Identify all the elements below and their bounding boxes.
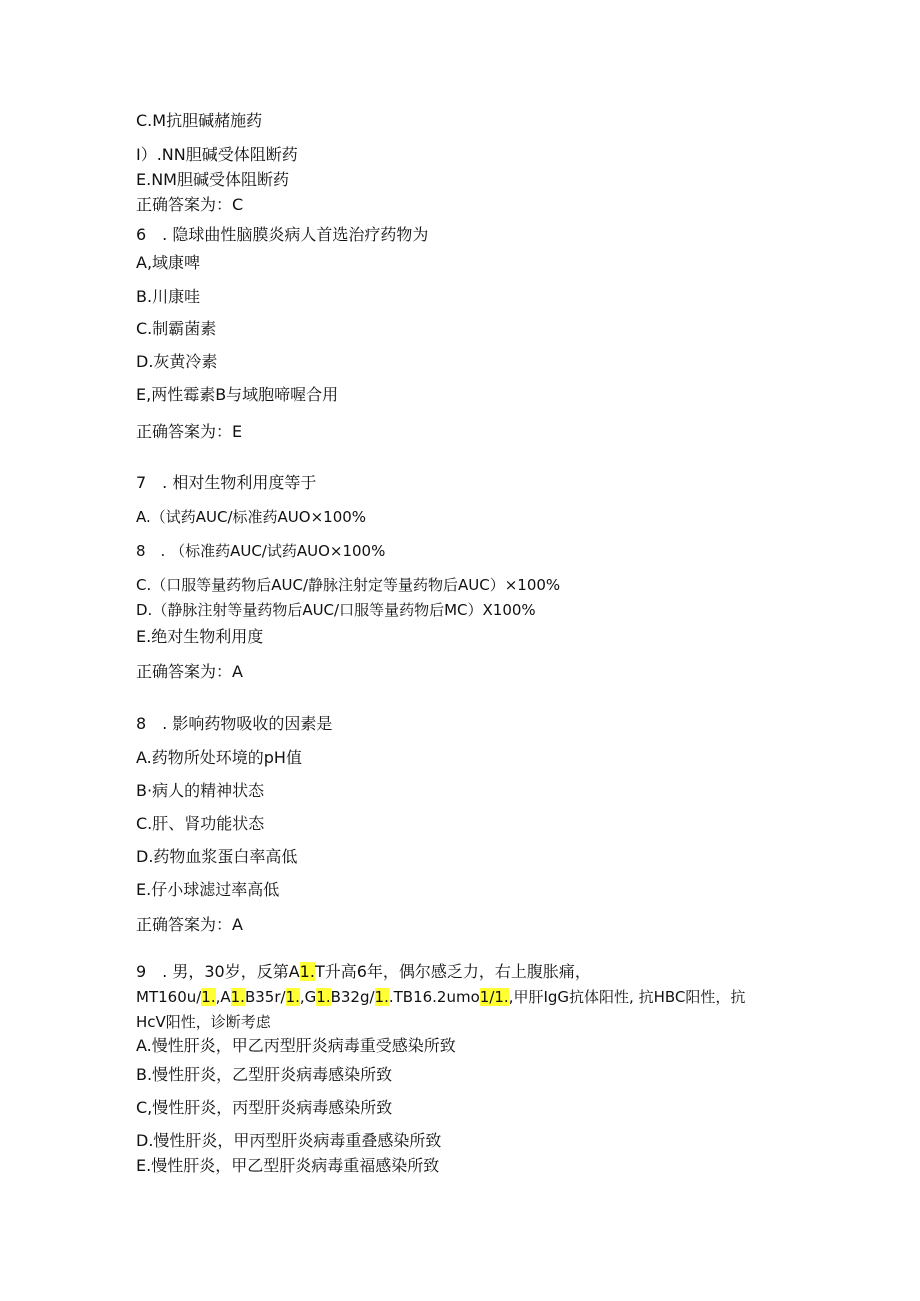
q9-stem-text: ,A — [215, 988, 231, 1006]
highlight-mark: 1. — [230, 988, 245, 1006]
q9-option-d: D.慢性肝炎，甲丙型肝炎病毒重叠感染所致 — [136, 1131, 442, 1150]
q9-stem-text: B32g/ — [330, 988, 375, 1006]
q7-answer: 正确答案为：A — [136, 662, 243, 681]
q7-option-b: 8 . （标准药AUC/试药AUO×100% — [136, 542, 386, 560]
q9-stem-text: ,甲肝IgG抗体阳性, 抗HBC阳性，抗 — [508, 988, 746, 1006]
q5-option-c: C.M抗胆碱赭施药 — [136, 111, 263, 130]
q5-option-e: E.NM胆碱受体阻断药 — [136, 170, 289, 189]
q5-answer: 正确答案为：C — [136, 195, 244, 214]
highlight-mark: 1. — [316, 988, 331, 1006]
q9-option-e: E.慢性肝炎，甲乙型肝炎病毒重福感染所致 — [136, 1156, 440, 1175]
q9-option-b: B.慢性肝炎，乙型肝炎病毒感染所致 — [136, 1065, 393, 1084]
q7-option-d: D.（静脉注射等量药物后AUC/口服等量药物后MC）X100% — [136, 601, 536, 619]
highlight-mark: 1. — [201, 988, 216, 1006]
q9-stem-line2 — [136, 987, 745, 1007]
q8-option-c: C.肝、肾功能状态 — [136, 814, 265, 833]
q6-option-b: B.川康哇 — [136, 287, 201, 306]
q7-stem: 7 . 相对生物利用度等于 — [136, 473, 317, 492]
q6-option-e: E,两性霉素B与域胞啼喔合用 — [136, 385, 339, 404]
q8-option-d: D.药物血浆蛋白率高低 — [136, 847, 298, 866]
q9-stem-text: ,G — [299, 988, 317, 1006]
q6-option-a: A,域康啤 — [136, 253, 201, 272]
q9-option-a: A.慢性肝炎，甲乙丙型肝炎病毒重受感染所致 — [136, 1036, 456, 1055]
q7-option-c: C.（口服等量药物后AUC/静脉注射定等量药物后AUC）×100% — [136, 576, 561, 594]
q9-stem-text: 9 . 男，30岁，反第A — [136, 962, 300, 981]
q9-stem-line1 — [136, 962, 591, 982]
q9-option-c: C,慢性肝炎，丙型肝炎病毒感染所致 — [136, 1098, 393, 1117]
q8-option-e: E.仔小球滤过率高低 — [136, 880, 280, 899]
q5-option-d: I）.NN胆碱受体阻断药 — [136, 145, 298, 164]
q6-option-d: D.灰黄冷素 — [136, 352, 218, 371]
q9-stem-line3: HcV阳性，诊断考虑 — [136, 1013, 271, 1031]
q8-option-a: A.药物所处环境的pH值 — [136, 748, 302, 767]
q9-stem-text: .TB16.2umo — [388, 988, 480, 1006]
q6-option-c: C.制霸菌素 — [136, 319, 217, 338]
q7-option-e: E.绝对生物利用度 — [136, 627, 264, 646]
q6-answer: 正确答案为：E — [136, 422, 243, 441]
highlight-mark: 1. — [299, 962, 315, 981]
q9-stem-text: T升高6年，偶尔感乏力，右上腹胀痛， — [314, 962, 591, 981]
q9-stem-text: MT160u/ — [136, 988, 202, 1006]
q6-stem: 6 . 隐球曲性脑膜炎病人首选治疗药物为 — [136, 225, 429, 244]
highlight-mark: 1. — [374, 988, 389, 1006]
highlight-mark: 1/1. — [479, 988, 509, 1006]
q7-option-a: A.（试药AUC/标准药AUO×100% — [136, 508, 367, 526]
q8-answer: 正确答案为：A — [136, 915, 243, 934]
q8-option-b: B·病人的精神状态 — [136, 781, 265, 800]
highlight-mark: 1. — [285, 988, 300, 1006]
q8-stem: 8 . 影响药物吸收的因素是 — [136, 714, 333, 733]
q9-stem-text: B35r/ — [244, 988, 286, 1006]
